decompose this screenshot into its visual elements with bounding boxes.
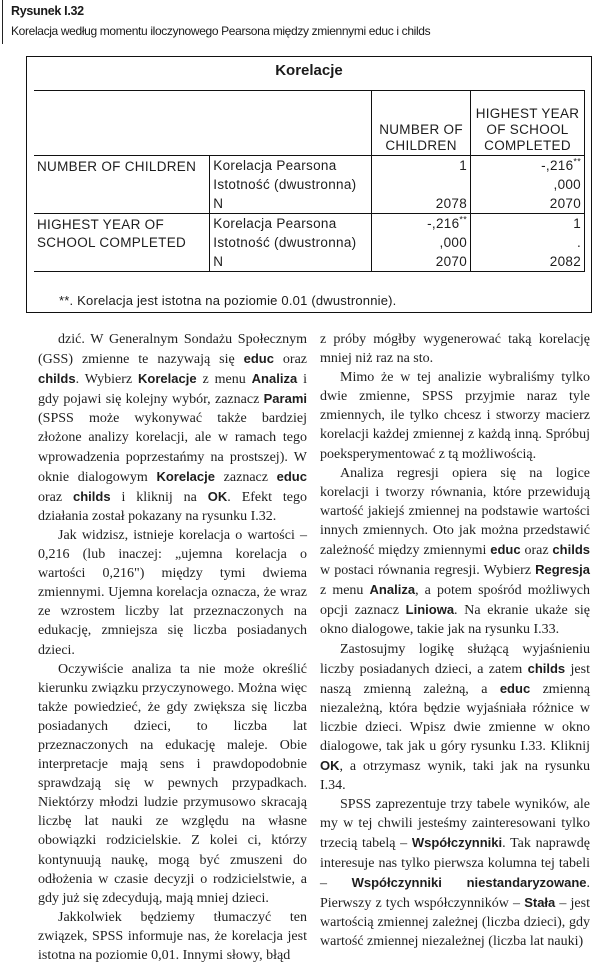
stat-label: N bbox=[210, 194, 372, 214]
bold-term: Stała bbox=[524, 894, 556, 910]
col-header-children: NUMBER OF CHILDREN bbox=[372, 91, 471, 156]
bold-term: educ bbox=[276, 468, 307, 484]
text-run: Oczywiście analiza ta nie może określić kierunku związku przyczynowego. Można więc także powiedzieć, że gdy zwiększa się liczba posiadanych dzieci, to liczba lat przeznaczonych na edukację maleje. Obie interpretacje mają sens i prawdopodobnie sprawdzają się w pewnych przypadkach. Niektórzy młodzi ludzie przymusowo skracają liczbę lat nauki ze względu na własne obowiązki rodzicielskie. Z kolei ci, którzy kontynuują naukę, mogą być zmuszeni do odłożenia w czasie decyzji o rodzicielstwie, a gdy już się zdecydują, mają mniej dzieci. bbox=[38, 661, 307, 906]
text-run: , a potem spośród możliwych opcji zaznacz bbox=[320, 583, 590, 619]
paragraph bbox=[320, 795, 590, 951]
text-run: oraz bbox=[273, 352, 307, 368]
cell: 2082 bbox=[471, 252, 585, 272]
text-run: zaznacz bbox=[215, 469, 277, 485]
bold-term: Analiza bbox=[251, 371, 298, 387]
col-header-school: HIGHEST YEAR OF SCHOOL COMPLETED bbox=[471, 91, 585, 156]
text-run: (SPSS może wykonywać także bardziej złożone analizy korelacji, ale w ramach tego wprowadzenia poprzestańmy na prostszej). W oknie dialogowym bbox=[38, 411, 307, 485]
text-run: oraz bbox=[38, 489, 73, 505]
bold-term: OK bbox=[320, 758, 340, 774]
paragraph bbox=[320, 330, 590, 368]
correlation-table-frame bbox=[26, 56, 592, 313]
text-run: , a otrzymasz wynik, taki jak na rysunku I.34. bbox=[320, 759, 590, 794]
significance-marker: ** bbox=[459, 214, 468, 224]
paragraph bbox=[38, 908, 307, 965]
bold-term: Regresja bbox=[535, 562, 590, 578]
bold-term: Parami bbox=[263, 391, 307, 407]
paragraph bbox=[38, 526, 307, 660]
table-row bbox=[34, 156, 585, 176]
stat-label: N bbox=[210, 252, 372, 272]
cell: 2078 bbox=[372, 194, 471, 214]
stat-label: Korelacja Pearsona bbox=[210, 214, 372, 234]
stat-label: Istotność (dwustronna) bbox=[210, 233, 372, 252]
bold-term: Współczynniki bbox=[411, 835, 503, 851]
text-run: i kliknij na bbox=[110, 489, 208, 505]
cell: ,000 bbox=[372, 233, 471, 252]
cell bbox=[372, 214, 471, 234]
bold-term: OK bbox=[207, 488, 228, 504]
row-label-children: NUMBER OF CHILDREN bbox=[34, 156, 210, 214]
body-column-right bbox=[320, 330, 590, 951]
margin-rule bbox=[2, 0, 3, 44]
stat-label: Istotność (dwustronna) bbox=[210, 175, 372, 194]
table-header-row bbox=[34, 91, 585, 156]
figure-caption: Korelacja według momentu iloczynowego Pearsona między zmiennymi educ i childs bbox=[11, 24, 431, 38]
text-run: w postaci równania regresji. Wybierz bbox=[320, 563, 536, 579]
text-run: i gdy pojawi się kolejny wybór, zaznacz bbox=[38, 372, 307, 408]
bold-term: childs bbox=[38, 371, 76, 387]
text-run: z próby mógłby wygenerować taką korelację mniej niż raz na sto. bbox=[320, 332, 590, 367]
table-footnote: **. Korelacja jest istotna na poziomie 0.01 (dwustronnie). bbox=[59, 293, 397, 308]
cell: 2070 bbox=[372, 252, 471, 272]
text-run: SPSS zaprezentuje trzy tabele wyników, ale my w tej chwili jesteśmy zainteresowani tylko trzecią tabelą – bbox=[320, 797, 590, 852]
stat-label: Korelacja Pearsona bbox=[210, 156, 372, 176]
cell: 1 bbox=[372, 156, 471, 176]
figure-label: Rysunek I.32 bbox=[11, 4, 84, 18]
text-run: . Na ekranie ukaże się okno dialogowe, takie jak na rysunku I.33. bbox=[320, 603, 590, 638]
paragraph bbox=[320, 368, 590, 463]
text-run: jest naszą zmienną zależną, a bbox=[320, 661, 590, 697]
text-run: . Pierwszy z tych współczynników – bbox=[320, 875, 591, 911]
cell: 2070 bbox=[471, 194, 585, 214]
cell bbox=[471, 156, 585, 176]
text-run: Mimo że w tej analizie wybraliśmy tylko dwie zmienne, SPSS przyjmie naraz tyle zmiennych, ile tylko chcesz i stworzy macierz korelacji każdej zmiennej z każdą inną. Spróbuj poeksperymentować z tą możliwością. bbox=[320, 370, 590, 462]
correlation-table bbox=[34, 90, 585, 272]
text-run: oraz bbox=[520, 543, 553, 559]
bold-term: Liniowa bbox=[405, 602, 455, 618]
bold-term: Analiza bbox=[369, 582, 416, 598]
body-column-left bbox=[38, 330, 307, 965]
text-run: – jest wartością zmiennej zależnej (liczba dzieci), gdy wartość zmiennej niezależnej (liczba lat nauki) bbox=[320, 895, 590, 949]
significance-marker: ** bbox=[573, 156, 581, 166]
paragraph bbox=[320, 640, 590, 796]
cell: 1 bbox=[471, 214, 585, 234]
cell-value: -,216 bbox=[541, 157, 574, 173]
text-run: zmienną niezależną, która będzie wyjaśniała różnice w liczbie dzieci. Wpisz dwie zmienne w okno dialogowe, tak jak u góry rysunku I.33. Kliknij bbox=[320, 681, 591, 754]
text-run: . Wybierz bbox=[75, 372, 139, 388]
bold-term: Korelacje bbox=[138, 371, 197, 387]
text-run: z menu bbox=[320, 583, 370, 599]
text-run: . Efekt tego działania został pokazany na rysunku I.32. bbox=[38, 489, 307, 524]
bold-term: Korelacje bbox=[156, 468, 215, 484]
table-row bbox=[34, 214, 585, 234]
text-run: Jakkolwiek będziemy tłumaczyć ten związek, SPSS informuje nas, że korelacja jest istotna na poziomie 0,01. Innymi słowy, błąd bbox=[38, 909, 307, 963]
text-run: . Tak naprawdę interesuje nas tylko pierwsza kolumna tej tabeli – bbox=[320, 836, 591, 891]
text-run: z menu bbox=[196, 372, 252, 388]
text-run: Analiza regresji opiera się na logice korelacji i tworzy równania, które przewidują wartość jakiejś zmiennej na podstawie wartości innych zmiennych. Oto jak można przedstawić zależność między zmiennymi bbox=[320, 465, 590, 559]
cell-value: -,216 bbox=[427, 215, 460, 231]
paragraph bbox=[320, 464, 590, 640]
cell: ,000 bbox=[471, 175, 585, 194]
bold-term: childs bbox=[527, 660, 566, 676]
bold-term: childs bbox=[552, 542, 590, 558]
text-run: dzić. W Generalnym Sondażu Społecznym (GSS) zmienne te nazywają się bbox=[38, 332, 307, 368]
table-title: Korelacje bbox=[275, 62, 343, 79]
paragraph bbox=[38, 660, 307, 908]
row-label-school: HIGHEST YEAR OF SCHOOL COMPLETED bbox=[34, 214, 210, 272]
bold-term: educ bbox=[490, 542, 521, 558]
cell: . bbox=[471, 233, 585, 252]
bold-term: educ bbox=[243, 351, 274, 367]
paragraph bbox=[38, 330, 307, 526]
bold-term: Współczynniki niestandaryzowane bbox=[351, 874, 587, 890]
text-run: Zastosujmy logikę służącą wyjaśnieniu liczby posiadanych dzieci, a zatem bbox=[320, 641, 590, 677]
bold-term: childs bbox=[72, 488, 111, 504]
text-run: Jak widzisz, istnieje korelacja o wartości –0,216 (lub inaczej: „ujemna korelacja o wartości 0,216") między tymi dwiema zmiennymi. Ujemna korelacja oznacza, że wraz ze wzrostem liczby lat przeznaczonych na edukację, zmniejsza się liczba posiadanych dzieci. bbox=[38, 527, 307, 658]
bold-term: educ bbox=[499, 680, 531, 696]
